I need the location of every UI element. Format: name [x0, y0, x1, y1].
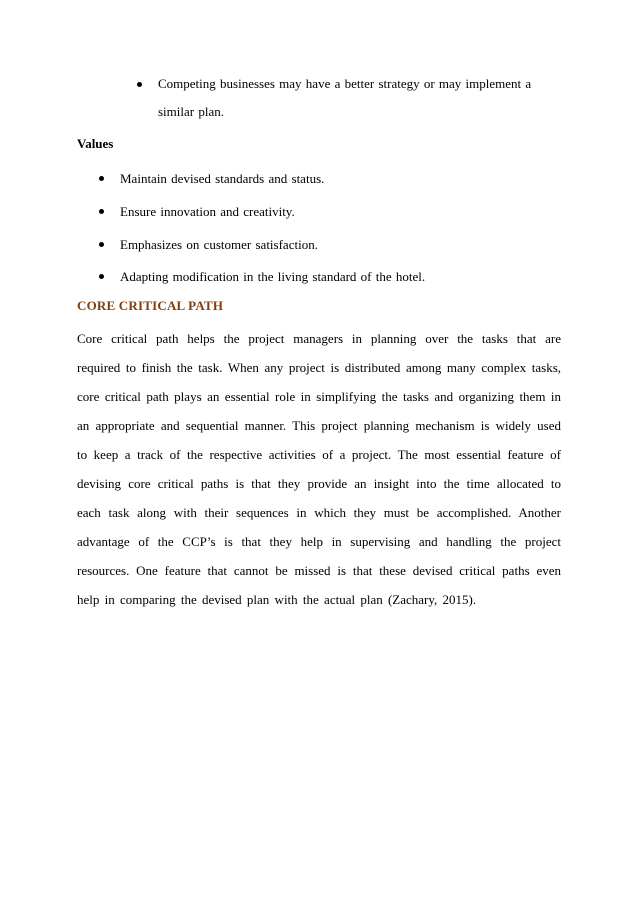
list-item: [137, 77, 557, 126]
list-item-text: Competing businesses may have a better strategy or may implement a similar plan.: [158, 76, 532, 119]
bullet-icon: [99, 274, 104, 279]
list-item-text: Maintain devised standards and status.: [120, 171, 325, 186]
list-item-text: Ensure innovation and creativity.: [120, 204, 295, 219]
list-item: [99, 171, 324, 186]
list-item: [99, 269, 425, 284]
values-heading: Values: [77, 136, 114, 151]
list-item-text: Emphasizes on customer satisfaction.: [120, 237, 318, 252]
bullet-icon: [99, 209, 104, 214]
list-item: [99, 237, 318, 252]
list-item-text: Adapting modification in the living standard of the hotel.: [120, 269, 426, 284]
bullet-icon: [137, 82, 142, 87]
list-item: [99, 204, 295, 219]
bullet-icon: [99, 242, 104, 247]
body-paragraph: Core critical path helps the project managers in planning over the tasks that are required to finish the task. When any project is distributed among many complex tasks, core critical path plays an essential role in simplifying the tasks and organizing them in an appropriate and sequential manner. This project planning mechanism is widely used to keep a track of the respective activities of a project. The most essential feature of devising core critical paths is that they provide an insight into the time allocated to each task along with their sequences in which they must be accomplished. Another advantage of the CCP’s is that they help in supervising and handling the project resources. One feature that cannot be missed is that these devised critical paths even help in comparing the devised plan with the actual plan (Zachary, 2015).: [77, 331, 561, 607]
bullet-icon: [99, 176, 104, 181]
section-heading: CORE CRITICAL PATH: [77, 298, 224, 313]
